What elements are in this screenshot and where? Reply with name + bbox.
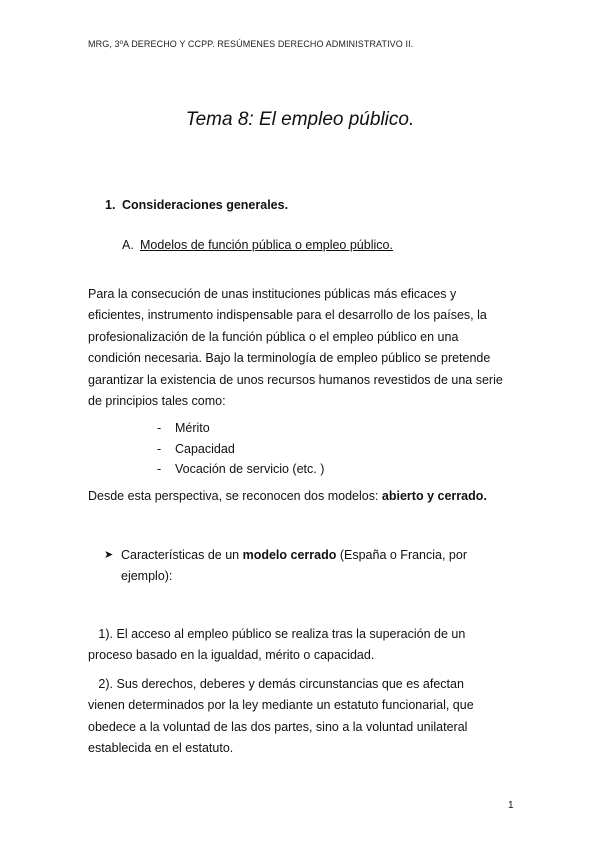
section-heading — [105, 198, 288, 212]
list-dash: - — [157, 421, 162, 435]
point-1-paragraph — [88, 624, 465, 666]
paragraph-line: obedece a la voluntad de las dos partes, sino a la voluntad unilateral — [88, 719, 468, 734]
list-item — [157, 418, 324, 439]
paragraph-line: proceso basado en la igualdad, mérito o capacidad. — [88, 648, 375, 662]
closed-model-suffix: (España o Francia, por — [336, 548, 467, 562]
closed-model-bold: modelo cerrado — [242, 548, 337, 562]
paragraph-line: profesionalización de la función pública o el empleo público en una — [88, 329, 459, 344]
arrow-bullet-icon: ➤ — [104, 549, 114, 561]
subsection-heading — [122, 238, 393, 252]
perspective-text: Desde esta perspectiva, se reconocen dos modelos: — [88, 489, 382, 503]
paragraph-line: Para la consecución de unas instituciones públicas más eficaces y — [88, 287, 457, 301]
paragraph-line: condición necesaria. Bajo la terminología de empleo público se pretende — [88, 351, 491, 366]
list-item-text: Mérito — [175, 421, 210, 435]
list-item-text: Capacidad — [175, 441, 235, 456]
perspective-sentence — [88, 489, 487, 503]
principles-list — [157, 418, 324, 480]
point-2-paragraph — [88, 674, 474, 759]
paragraph-line: 2). Sus derechos, deberes y demás circunstancias que es afectan — [88, 677, 464, 691]
perspective-bold: abierto y cerrado. — [381, 489, 487, 503]
closed-model-text — [121, 545, 467, 587]
paragraph-line: vienen determinados por la ley mediante un estatuto funcionarial, que — [88, 698, 474, 713]
list-item-text: Vocación de servicio (etc. ) — [175, 462, 325, 476]
list-dash: - — [157, 441, 162, 456]
section-title: Consideraciones generales. — [122, 198, 289, 212]
page-title: Tema 8: El empleo público. — [185, 109, 415, 130]
page-number: 1 — [508, 800, 514, 811]
paragraph-line: 1). El acceso al empleo público se realiza tras la superación de un — [88, 627, 466, 641]
paragraph-line: establecida en el estatuto. — [88, 740, 234, 755]
list-dash: - — [157, 462, 162, 476]
closed-model-prefix: Características de un — [121, 548, 243, 562]
section-number: 1. — [105, 198, 116, 212]
closed-model-line2: ejemplo): — [121, 569, 173, 583]
subsection-letter: A. — [122, 238, 134, 252]
paragraph-line: garantizar la existencia de unos recursos humanos revestidos de una serie — [88, 372, 503, 387]
intro-paragraph — [88, 284, 518, 412]
list-item — [157, 439, 324, 460]
paragraph-line: de principios tales como: — [88, 394, 226, 409]
paragraph-line: eficientes, instrumento indispensable para el desarrollo de los países, la — [88, 308, 487, 323]
running-header: MRG, 3ºA DERECHO Y CCPP. RESÚMENES DERECHO ADMINISTRATIVO II. — [88, 39, 414, 49]
subsection-title: Modelos de función pública o empleo público. — [140, 238, 393, 252]
list-item — [157, 459, 324, 480]
